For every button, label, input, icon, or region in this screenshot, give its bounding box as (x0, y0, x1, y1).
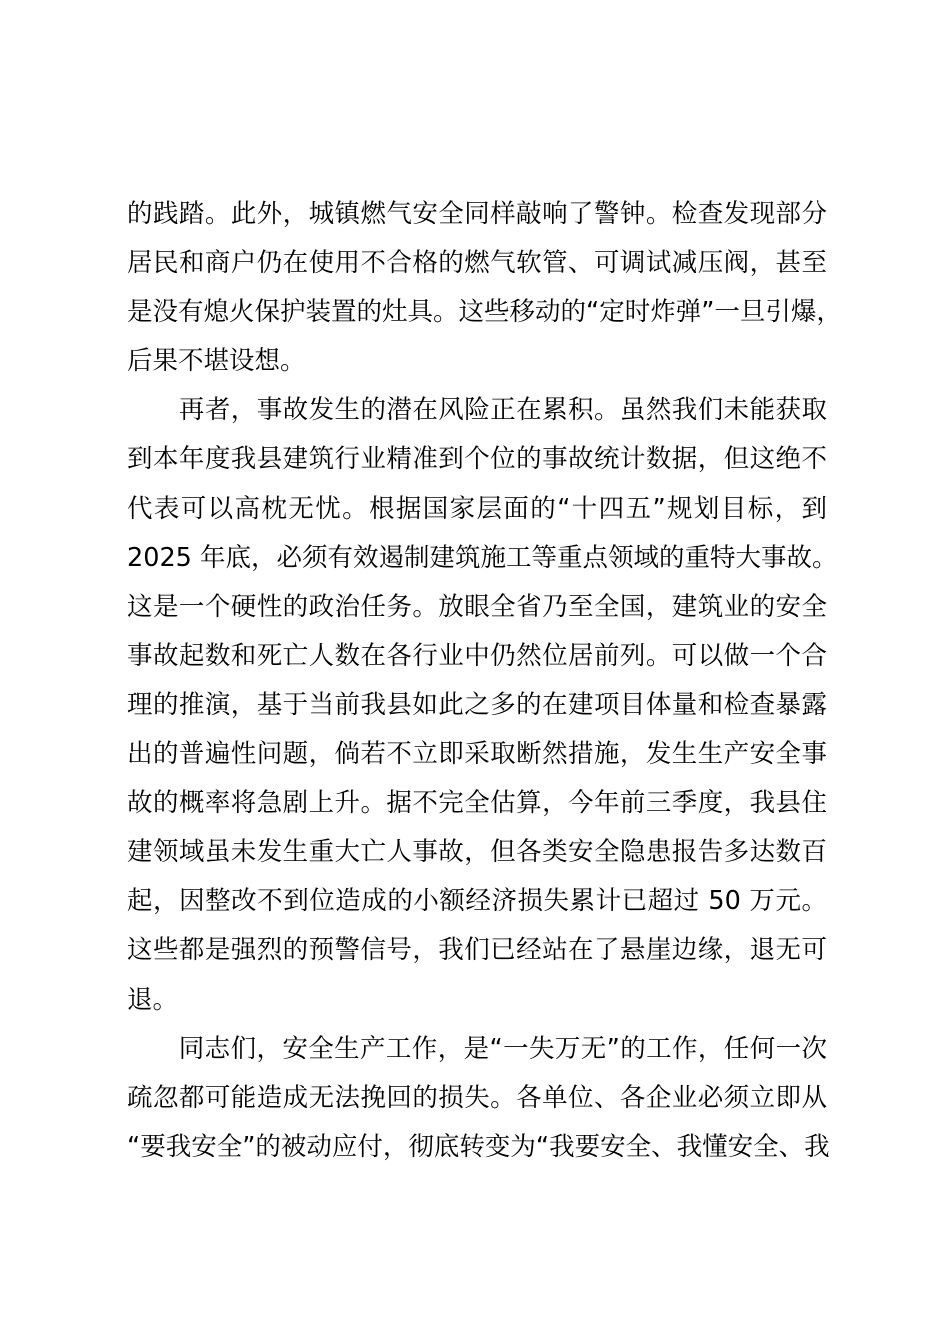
text-line: 是没有熄火保护装置的灶具。这些移动的“定时炸弹”一旦引爆， (127, 297, 842, 328)
text-line: 疏忽都可能造成无法挽回的损失。各单位、各企业必须立即从 (127, 1082, 827, 1113)
text-line: 再者，事故发生的潜在风险正在累积。虽然我们未能获取 (127, 395, 827, 426)
text-line: 这是一个硬性的政治任务。放眼全省乃至全国，建筑业的安全 (127, 591, 827, 622)
text-line: 居民和商户仍在使用不合格的燃气软管、可调试减压阀，甚至 (127, 248, 827, 279)
text-line: 2025 年底，必须有效遏制建筑施工等重点领域的重特大事故。 (127, 542, 838, 573)
text-line: 的践踏。此外，城镇燃气安全同样敲响了警钟。检查发现部分 (127, 199, 827, 229)
text-line: 这些都是强烈的预警信号，我们已经站在了悬崖边缘，退无可 (127, 935, 827, 966)
text-line: 理的推演，基于当前我县如此之多的在建项目体量和检查暴露 (127, 689, 827, 720)
text-line: 故的概率将急剧上升。据不完全估算，今年前三季度，我县住 (127, 788, 827, 819)
paragraph (127, 1025, 830, 1172)
text-line: 建领域虽未发生重大亡人事故，但各类安全隐患报告多达数百 (127, 837, 827, 868)
text-line: 出的普遍性问题，倘若不立即采取断然措施，发生生产安全事 (127, 739, 827, 770)
text-line: 事故起数和死亡人数在各行业中仍然位居前列。可以做一个合 (127, 640, 827, 671)
body-text (127, 190, 842, 1172)
text-line: 退。 (127, 984, 179, 1015)
text-line: 同志们，安全生产工作，是“一失万无”的工作，任何一次 (127, 1033, 827, 1064)
text-line: 后果不堪设想。 (127, 346, 306, 377)
paragraph (127, 190, 842, 386)
text-line: 代表可以高枕无忧。根据国家层面的“十四五”规划目标，到 (127, 493, 827, 524)
text-line: 到本年度我县建筑行业精准到个位的事故统计数据，但这绝不 (127, 444, 827, 475)
text-line: 起，因整改不到位造成的小额经济损失累计已超过 50 万元。 (127, 886, 827, 917)
paragraph (127, 386, 838, 1024)
text-line: “要我安全”的被动应付，彻底转变为“我要安全、我懂安全、我 (127, 1131, 830, 1162)
